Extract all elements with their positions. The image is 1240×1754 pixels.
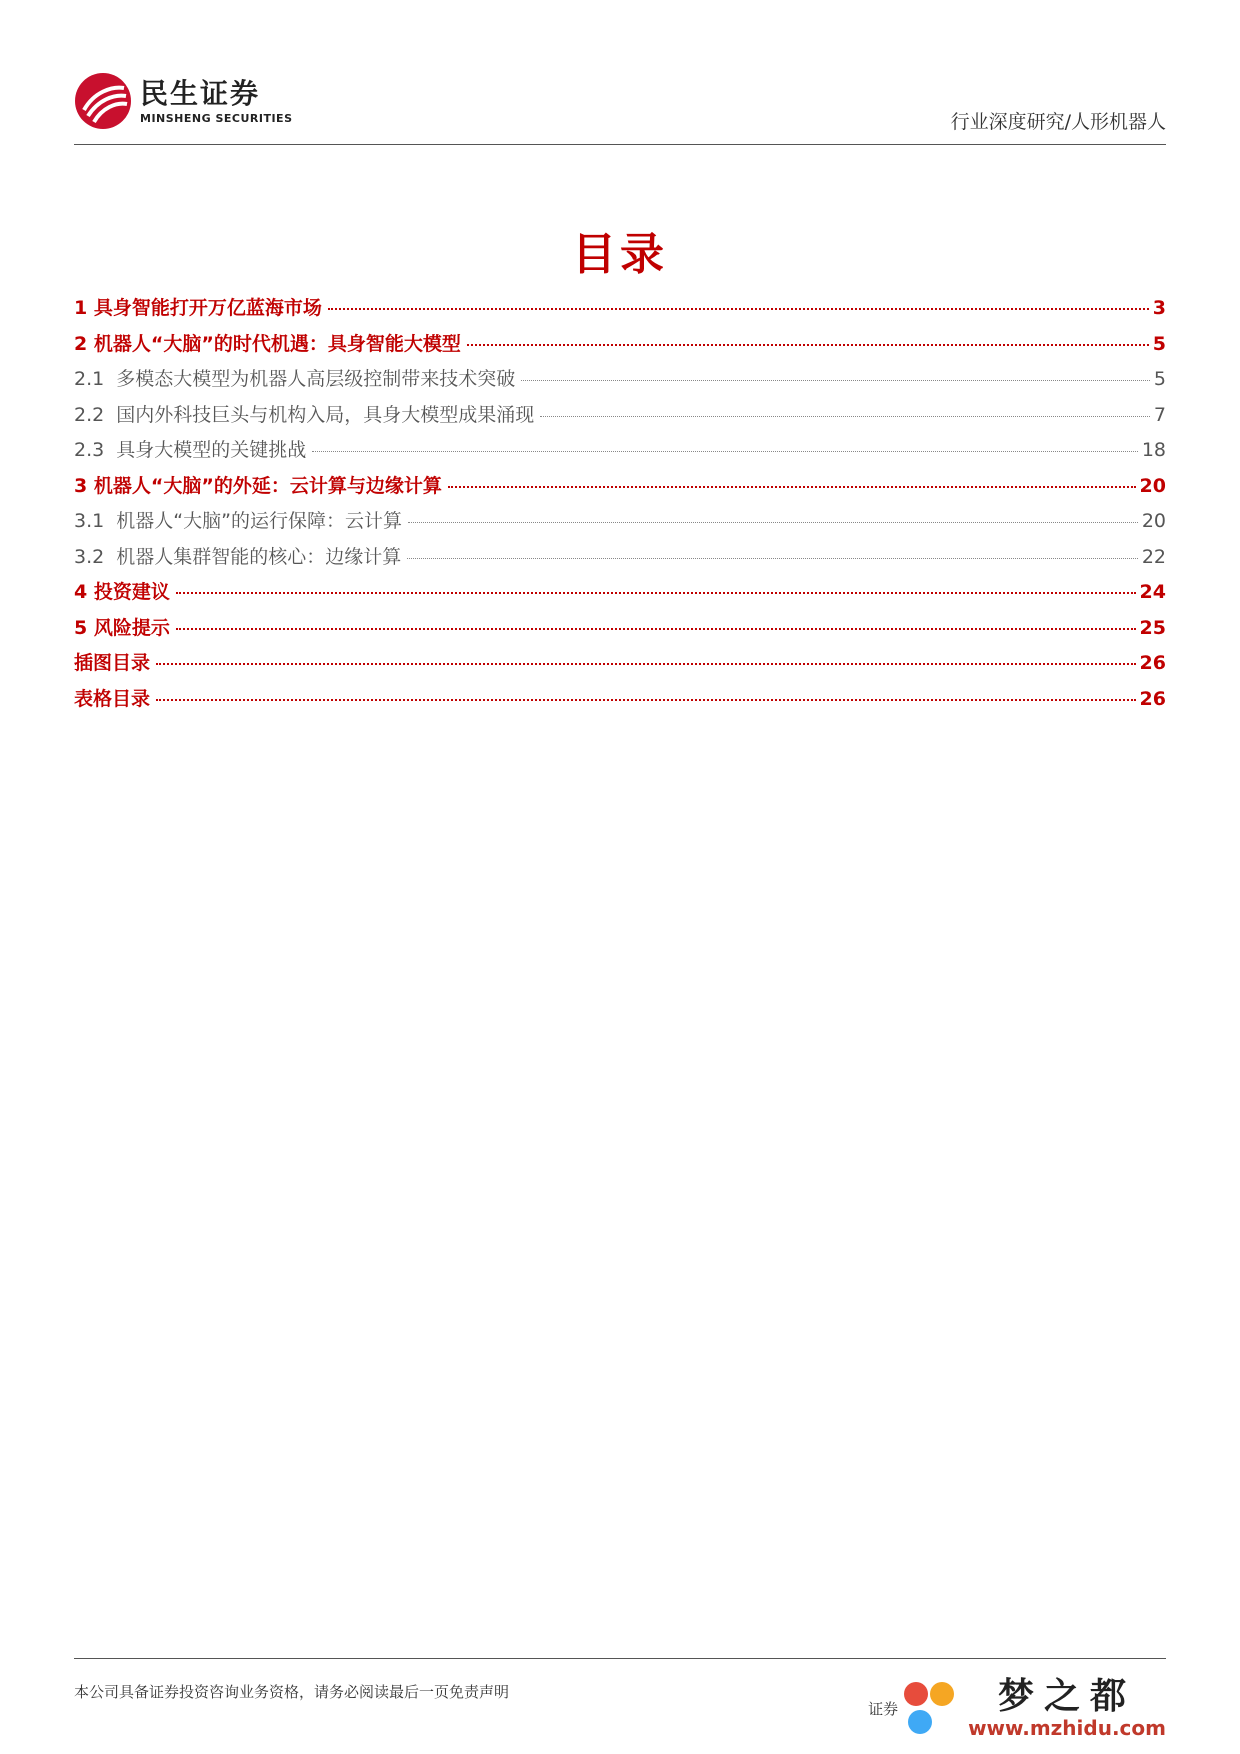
toc-entry-label: 国内外科技巨头与机构入局，具身大模型成果涌现: [116, 403, 535, 426]
toc-entry-number: 2: [74, 332, 94, 355]
toc-entry-label: 具身大模型的关键挑战: [116, 439, 307, 461]
toc-entry-label: 机器人“大脑”的外延：云计算与边缘计算: [93, 474, 442, 497]
leader-dots: [312, 451, 1138, 452]
toc-entry-label: 具身智能打开万亿蓝海市场: [93, 297, 322, 319]
footer-small-label: 证券: [868, 1699, 899, 1718]
toc-entry-number: 1: [74, 297, 94, 319]
toc-entry[interactable]: [74, 577, 1166, 613]
toc-entry[interactable]: [74, 400, 1166, 436]
toc-entry[interactable]: [74, 613, 1166, 649]
toc-entry[interactable]: [74, 506, 1166, 542]
toc-entry-page: 18: [1141, 439, 1166, 461]
watermark: [868, 1677, 1166, 1739]
toc-title: 目录: [572, 229, 668, 280]
leader-dots: [176, 628, 1136, 630]
watermark-name: 梦之都: [998, 1676, 1137, 1717]
disclaimer-text: 本公司具备证券投资咨询业务资格，请务必阅读最后一页免责声明: [74, 1683, 510, 1701]
logo-english-name: MINSHENG SECURITIES: [140, 111, 293, 125]
toc-entry-page: 5: [1152, 332, 1166, 355]
toc-entry[interactable]: [74, 542, 1166, 578]
toc-entry[interactable]: [74, 329, 1166, 365]
leader-dots: [540, 416, 1150, 417]
toc-entry[interactable]: [74, 684, 1166, 720]
toc-entry[interactable]: [74, 435, 1166, 471]
leader-dots: [448, 486, 1136, 488]
toc-entry-label: 投资建议: [93, 581, 170, 603]
leader-dots: [521, 380, 1150, 381]
toc-entry-label: 表格目录: [74, 687, 151, 710]
minsheng-logo-icon: [74, 72, 132, 130]
toc-entry-label: 机器人“大脑”的时代机遇：具身智能大模型: [93, 332, 461, 355]
toc-entry-number: 5: [74, 616, 94, 639]
toc-entry-page: 7: [1153, 403, 1166, 426]
toc-entry[interactable]: [74, 471, 1166, 507]
toc-entry-page: 26: [1139, 687, 1166, 710]
toc-entry[interactable]: [74, 293, 1166, 329]
report-category: 行业深度研究/人形机器人: [950, 111, 1166, 133]
toc-entry-number: 3: [74, 474, 94, 497]
company-logo: [74, 72, 293, 130]
toc-entry-label: 插图目录: [74, 652, 151, 674]
toc-entry-number: 2.2: [74, 403, 117, 426]
leader-dots: [407, 558, 1138, 559]
toc-entry[interactable]: [74, 364, 1166, 400]
toc-entry-page: 24: [1139, 581, 1166, 603]
toc-entry-number: 2.3: [74, 439, 117, 461]
toc-entry-number: 3.2: [74, 545, 117, 568]
page-header: [74, 60, 1166, 145]
leader-dots: [467, 344, 1149, 346]
toc-entry-page: 5: [1153, 368, 1166, 390]
leader-dots: [156, 663, 1136, 665]
table-of-contents: [74, 293, 1166, 719]
toc-entry-page: 3: [1152, 297, 1166, 319]
toc-entry[interactable]: [74, 648, 1166, 684]
logo-chinese-name: 民生证券: [140, 76, 261, 110]
toc-entry-page: 20: [1139, 474, 1166, 497]
toc-entry-number: 4: [74, 581, 94, 603]
leader-dots: [156, 699, 1136, 701]
watermark-url: www.mzhidu.com: [968, 1716, 1166, 1740]
toc-entry-number: 2.1: [74, 368, 117, 390]
toc-entry-page: 25: [1139, 616, 1166, 639]
toc-entry-page: 22: [1141, 545, 1166, 568]
toc-entry-page: 20: [1141, 510, 1166, 532]
leader-dots: [328, 308, 1149, 310]
toc-entry-label: 机器人“大脑”的运行保障：云计算: [116, 510, 402, 532]
watermark-face-icon: [904, 1678, 964, 1738]
toc-entry-page: 26: [1139, 652, 1166, 674]
toc-entry-label: 风险提示: [93, 616, 170, 639]
toc-entry-number: 3.1: [74, 510, 117, 532]
leader-dots: [176, 592, 1136, 594]
page-footer: [74, 1658, 1166, 1749]
toc-entry-label: 机器人集群智能的核心：边缘计算: [116, 545, 402, 568]
toc-entry-label: 多模态大模型为机器人高层级控制带来技术突破: [116, 368, 516, 390]
leader-dots: [408, 522, 1138, 523]
